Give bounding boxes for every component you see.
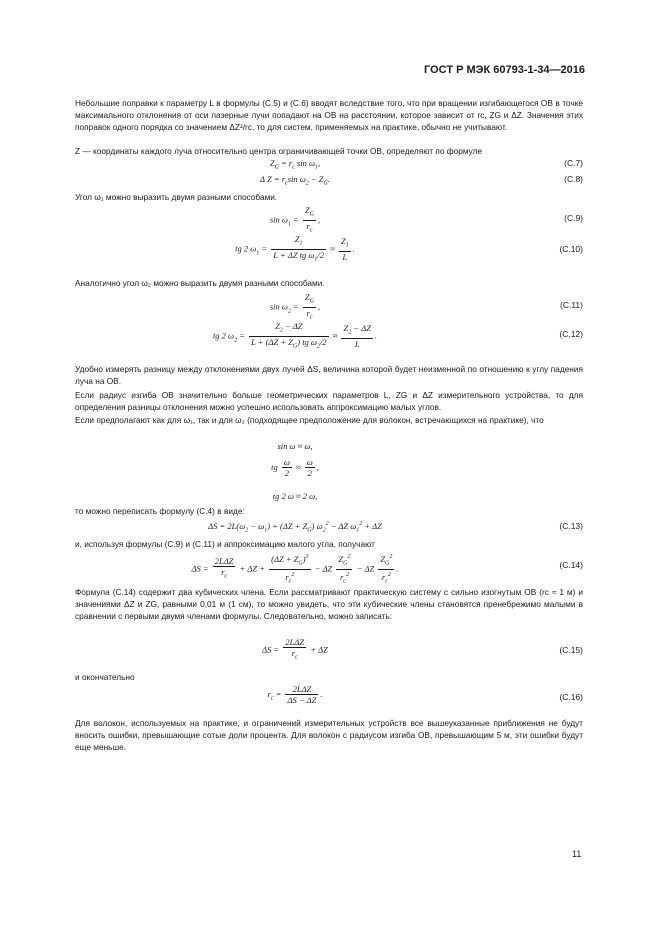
paragraph-6: Если радиус изгиба ОВ значительно больше геометрических параметров L, ZG и ΔZ измерительного устройства, то для определения разницы отклонения можно успешно использовать аппроксимацию малых углов. [75,390,583,413]
paragraph-12: Для волокон, используемых на практике, и ограничений измерительных устройств все вышеуказанные приближения не будут вносить ошибки, превышающие сотые доли процента. Для волокон с радиусом изгиба ОВ, превышающим 5 м, эти ошибки будут еще меньше. [75,718,583,753]
paragraph-10: Формула (С.14) содержит два кубических члена. Если рассматривают практическую систему с сильно изогнутым ОВ (rс ≈ 1 м) и значениями ΔZ и ZG, равными 0,01 м (1 см), то можно увидеть, что эти кубические члены становятся пренебрежимо малыми в сравнении с первыми двумя членами формулы. Следовательно, можно записать: [75,587,583,622]
standard-header: ГОСТ Р МЭК 60793-1-34—2016 [424,64,585,76]
paragraph-4: Аналогично угол ω₂ можно выразить двумя разными способами. [75,278,325,288]
paragraph-2: Z — координаты каждого луча относительно центра ограничивающей точки ОВ, определяют по формуле [75,146,483,156]
paragraph-8: то можно переписать формулу (С.4) в виде: [75,506,245,516]
paragraph-9: и, используя формулы (С.9) и (С.11) и аппроксимацию малого угла, получают [75,539,375,549]
page-number: 11 [572,849,582,859]
paragraph-7: Если предполагают как для ω₁, так и для ω₂ (подходящее предположение для волокон, встречающихся на практике), что [75,415,544,425]
paragraph-1: Небольшие поправки к параметру L в формулы (С.5) и (С.6) вводят вследствие того, что при вращении изгибающегося ОВ в точке максимального отклонения от оси лазерные лучи попадают на ОВ на расстоянии, которое зависит от rс, ZG и ΔZ. Значения этих поправок одного порядка со значением ΔZ²/rс, то для систем, применяемых на практике, обычно не учитывают. [75,98,583,133]
paragraph-5: Удобно измерять разницу между отклонениями двух лучей ΔS, величина которой будет неизменной по отношению к углу падения луча на ОВ. [75,364,583,387]
paragraph-11: и окончательно [75,672,135,682]
paragraph-3: Угол ω₁ можно выразить двумя разными способами. [75,192,278,202]
